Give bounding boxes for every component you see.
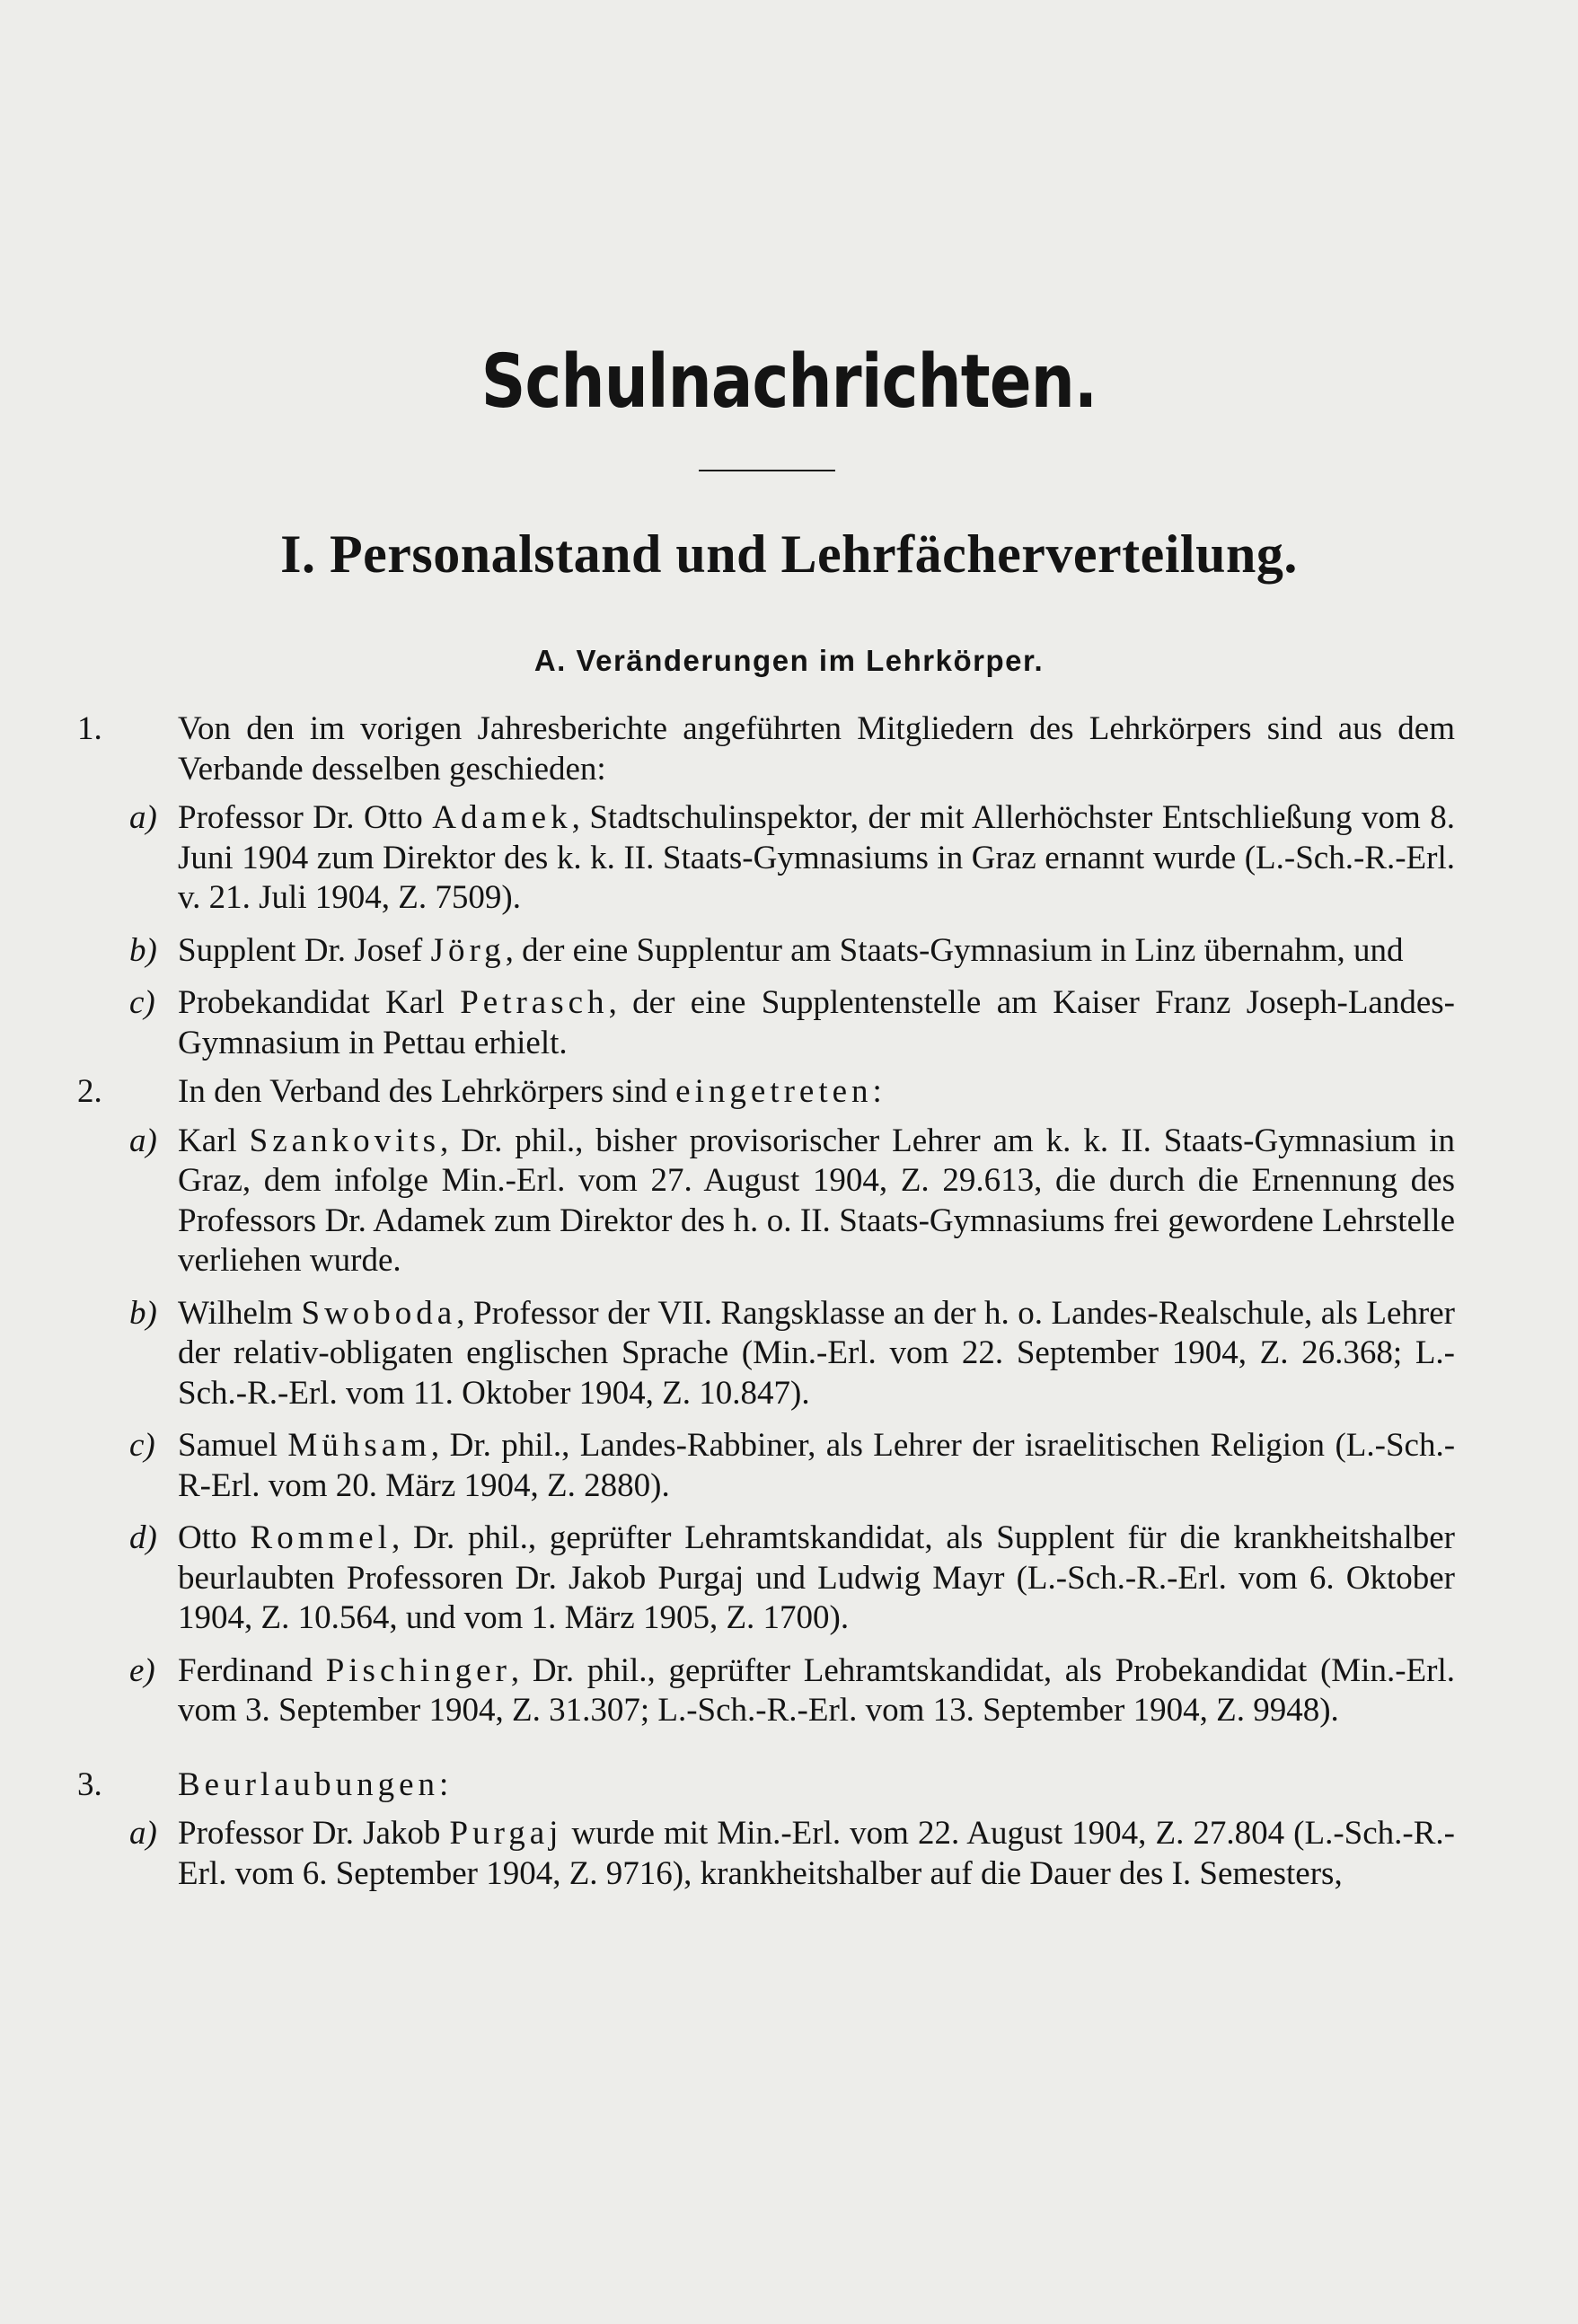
person-name: Mühsam — [287, 1427, 431, 1464]
numbered-item-1 — [77, 709, 1455, 789]
item-number: 1. — [77, 710, 102, 747]
sub-item — [77, 798, 1455, 919]
sub-item-text-post: , Dr. phil., geprüfter Lehramtskandidat, als Supplent für die krankheitshalber beurlaubten Professoren Dr. Jakob Purgaj und Ludwig Mayr (L.-Sch.-R.-Erl. vom 6. Oktober 1904, Z. 10.564, und vom 1. März 1905, Z. 1700). — [178, 1519, 1455, 1636]
item-text-post: : — [872, 1073, 882, 1110]
sub-item-text-post: , Stadtschulinspektor, der mit Allerhöchster Entschließung vom 8. Juni 1904 zum Direktor des k. k. II. Staats-Gymnasiums in Graz ernannt wurde (L.-Sch.-R.-Erl. v. 21. Juli 1904, Z. 7509). — [178, 799, 1455, 916]
sub-item-text-post: , der eine Supplentur am Staats-Gymnasium in Linz übernahm, und — [505, 931, 1404, 969]
item-text: Von den im vorigen Jahresberichte angeführten Mitgliedern des Lehrkörpers sind aus dem Verbande desselben geschieden: — [178, 710, 1455, 788]
sub-item-text-pre: Ferdinand — [178, 1651, 326, 1689]
sub-item — [77, 1122, 1455, 1281]
sub-item — [77, 1294, 1455, 1414]
numbered-item-3 — [77, 1765, 1455, 1806]
sub-item-text-post: , Dr. phil., geprüfter Lehramtskandidat, als Probekandidat (Min.-Erl. vom 3. September 1904, Z. 31.307; L.-Sch.-R.-Erl. vom 13. September 1904, Z. 9948). — [178, 1651, 1455, 1729]
person-name: Swoboda — [301, 1294, 457, 1332]
title-divider — [699, 470, 835, 471]
item-text-post: : — [439, 1765, 449, 1803]
sub-item — [77, 983, 1455, 1063]
item-number: 2. — [77, 1073, 102, 1110]
sub-item-text-post: , Dr. phil., bisher provisorischer Lehrer am k. k. II. Staats-Gymnasium in Graz, dem infolge Min.-Erl. vom 27. August 1904, Z. 29.613, die durch die Ernennung des Professors Dr. Adamek zum Direktor des h. o. II. Staats-Gymnasiums frei gewordene Lehrstelle verliehen wurde. — [178, 1122, 1455, 1279]
sub-item — [77, 1814, 1455, 1894]
sub-item — [77, 1519, 1455, 1639]
person-name: Jörg — [430, 931, 506, 969]
sub-item — [77, 931, 1455, 972]
sub-item-text-post: wurde mit Min.-Erl. vom 22. August 1904, Z. 27.804 (L.-Sch.-R.-Erl. vom 6. September 1904, Z. 9716), krankheitshalber auf die Dauer des I. Semesters, — [178, 1815, 1456, 1892]
sub-item-letter: b) — [129, 931, 157, 969]
item-number: 3. — [77, 1765, 102, 1803]
person-name: Rommel — [250, 1519, 392, 1556]
sub-item-letter: a) — [129, 1122, 157, 1159]
sub-item-letter: a) — [129, 1815, 157, 1852]
person-name: Adamek — [432, 799, 572, 836]
item-text-spaced: eingetreten — [675, 1073, 873, 1110]
document-body — [77, 709, 1455, 1894]
sub-item-text-pre: Karl — [178, 1122, 250, 1159]
numbered-item-2 — [77, 1072, 1455, 1113]
sub-item-text-post: , Professor der VII. Rangsklasse an der h. o. Landes-Realschule, als Lehrer der relativ-obligaten englischen Sprache (Min.-Erl. vom 22. September 1904, Z. 26.368; L.-Sch.-R.-Erl. vom 11. Oktober 1904, Z. 10.847). — [178, 1294, 1455, 1412]
person-name: Szankovits — [249, 1122, 441, 1159]
sub-item-text-pre: Professor Dr. Jakob — [178, 1815, 450, 1852]
sub-item-text-pre: Supplent Dr. Josef — [178, 931, 431, 969]
item-text-spaced: Beurlaubungen — [178, 1765, 440, 1803]
sub-item-letter: c) — [129, 1427, 155, 1464]
sub-item-letter: b) — [129, 1294, 157, 1332]
sub-item-text-pre: Wilhelm — [178, 1294, 302, 1332]
subsection-heading: A. Veränderungen im Lehrkörper. — [533, 644, 1045, 677]
sub-item-text-post: , der eine Supplentenstelle am Kaiser Franz Joseph-Landes-Gymnasium in Pettau erhielt. — [178, 984, 1455, 1061]
page-title: Schulnachrichten. — [480, 339, 1098, 425]
sub-item-text-post: , Dr. phil., Landes-Rabbiner, als Lehrer der israelitischen Religion (L.-Sch.-R-Erl. vom 20. März 1904, Z. 2880). — [178, 1427, 1456, 1504]
person-name: Pischinger — [325, 1651, 511, 1689]
person-name: Petrasch — [460, 984, 609, 1021]
sub-item-text-pre: Probekandidat Karl — [178, 984, 461, 1021]
sub-item-letter: c) — [129, 984, 155, 1021]
sub-item-letter: e) — [129, 1651, 155, 1689]
sub-item-text-pre: Samuel — [178, 1427, 288, 1464]
sub-item-text-pre: Otto — [178, 1519, 251, 1556]
section-heading: I. Personalstand und Lehrfächerverteilung. — [280, 524, 1298, 584]
sub-item — [77, 1651, 1455, 1731]
item-text-pre: In den Verband des Lehrkörpers sind — [178, 1073, 676, 1110]
sub-item — [77, 1426, 1455, 1506]
person-name: Purgaj — [449, 1815, 563, 1852]
sub-item-text-pre: Professor Dr. Otto — [178, 799, 433, 836]
sub-item-letter: d) — [129, 1519, 157, 1556]
sub-item-letter: a) — [129, 799, 157, 836]
